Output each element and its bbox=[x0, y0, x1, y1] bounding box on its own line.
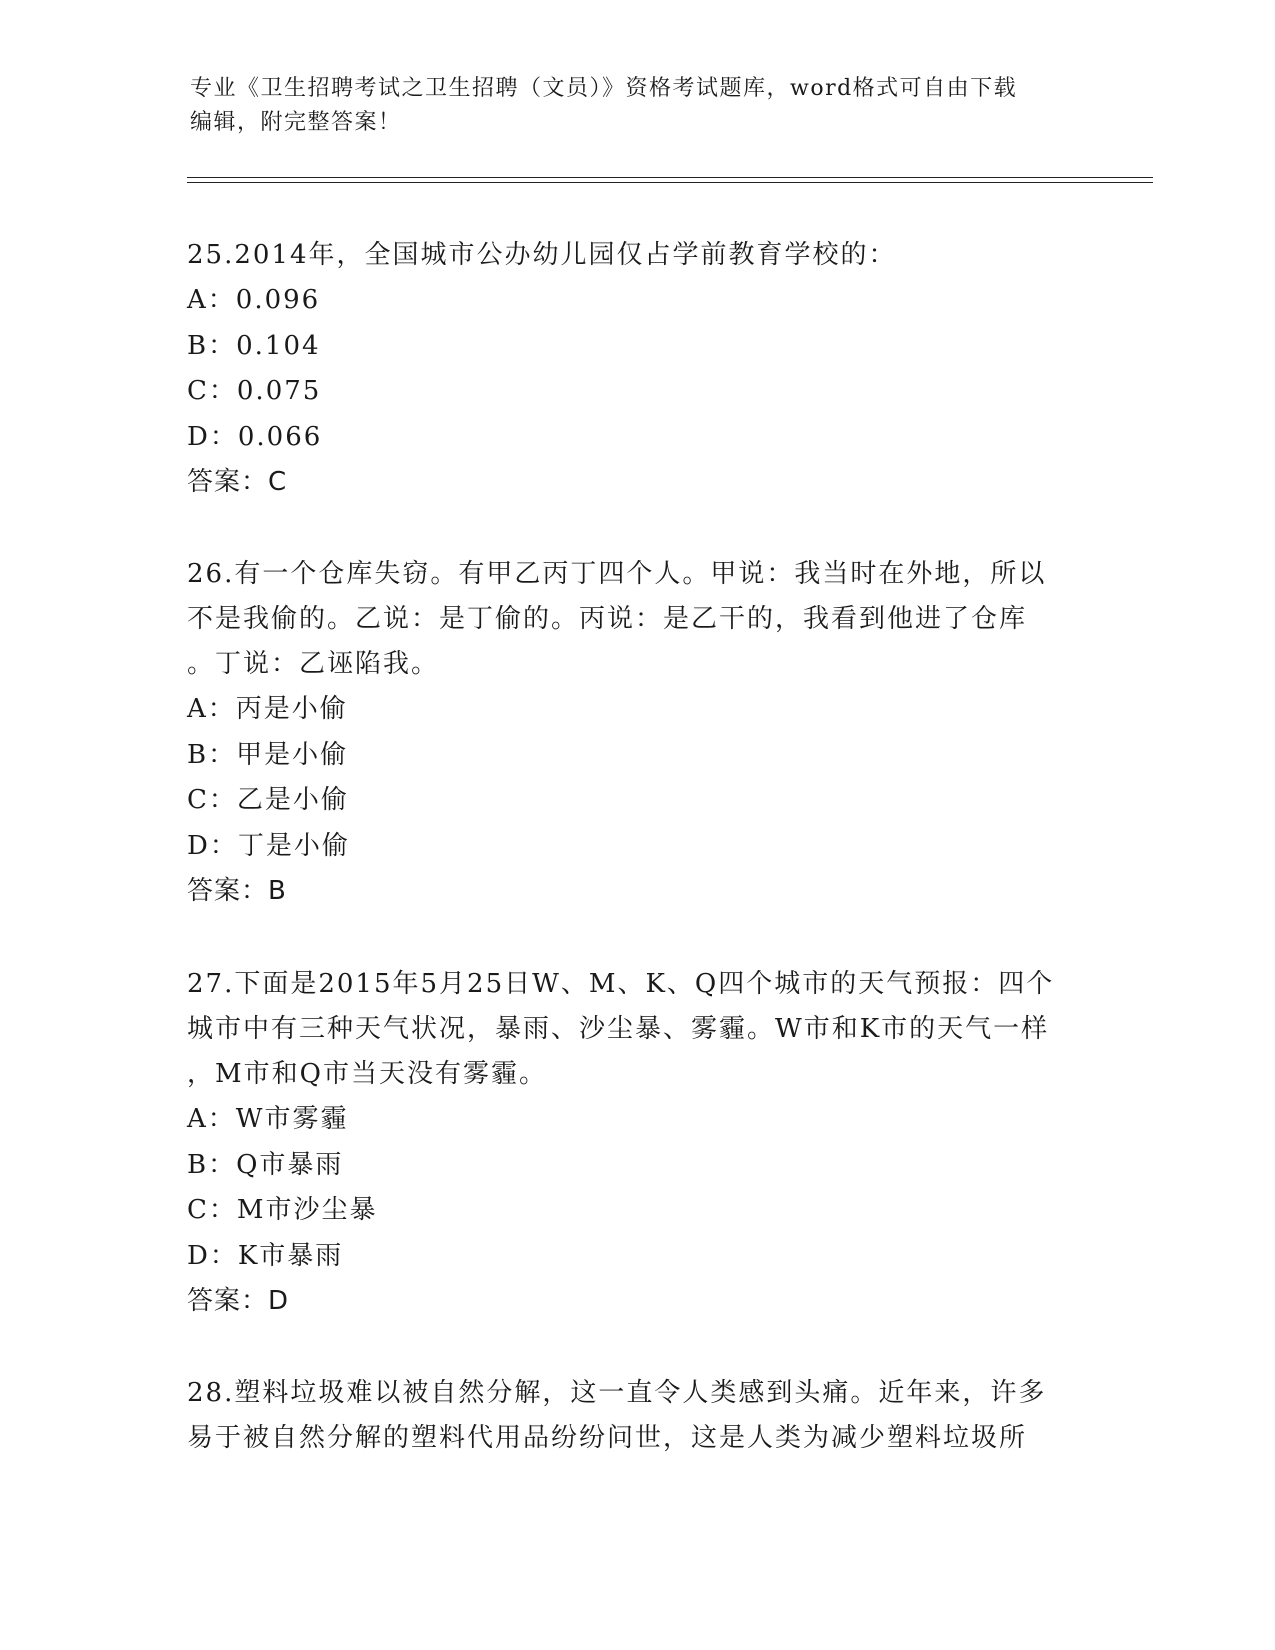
question-25 bbox=[187, 233, 1087, 505]
question-stem-line: 25.2014年，全国城市公办幼儿园仅占学前教育学校的： bbox=[187, 240, 897, 270]
option-b: B：Q市暴雨 bbox=[187, 1149, 344, 1180]
option-b: B：甲是小偷 bbox=[187, 739, 349, 770]
option-c: C：M市沙尘暴 bbox=[187, 1195, 378, 1225]
option-c: C：0.075 bbox=[187, 376, 322, 406]
answer-line: 答案：B bbox=[187, 876, 287, 906]
question-stem-line: 27.下面是2015年5月25日W、M、K、Q四个城市的天气预报：四个 bbox=[187, 969, 1055, 999]
question-stem-line: ，M市和Q市当天没有雾霾。 bbox=[187, 1059, 547, 1089]
question-28 bbox=[187, 1371, 1087, 1461]
option-c: C：乙是小偷 bbox=[187, 785, 349, 815]
header-divider-bottom bbox=[187, 182, 1153, 183]
question-stem-line: 28.塑料垃圾难以被自然分解，这一直令人类感到头痛。近年来，许多 bbox=[187, 1378, 1047, 1408]
document-header bbox=[190, 72, 1090, 140]
option-d: D：0.066 bbox=[187, 421, 323, 452]
option-d: D：丁是小偷 bbox=[187, 830, 350, 861]
answer-line: 答案：C bbox=[187, 467, 288, 497]
answer-line: 答案：D bbox=[187, 1286, 290, 1316]
option-a: A：0.096 bbox=[187, 285, 321, 315]
option-b: B：0.104 bbox=[187, 330, 321, 361]
header-divider-top bbox=[187, 177, 1153, 178]
header-line-2: 编辑，附完整答案！ bbox=[190, 110, 402, 135]
question-stem-line: 城市中有三种天气状况，暴雨、沙尘暴、雾霾。W市和K市的天气一样 bbox=[187, 1014, 1050, 1044]
question-stem-line: 26.有一个仓库失窃。有甲乙丙丁四个人。甲说：我当时在外地，所以 bbox=[187, 559, 1047, 589]
question-stem-line: 不是我偷的。乙说：是丁偷的。丙说：是乙干的，我看到他进了仓库 bbox=[187, 604, 1028, 634]
question-26 bbox=[187, 552, 1087, 914]
question-stem-line: 易于被自然分解的塑料代用品纷纷问世，这是人类为减少塑料垃圾所 bbox=[187, 1423, 1028, 1453]
option-a: A：丙是小偷 bbox=[187, 694, 348, 724]
option-a: A：W市雾霾 bbox=[187, 1104, 349, 1134]
option-d: D：K市暴雨 bbox=[187, 1240, 344, 1271]
question-27 bbox=[187, 962, 1087, 1324]
question-stem-line: 。丁说：乙诬陷我。 bbox=[187, 649, 440, 679]
header-line-1: 专业《卫生招聘考试之卫生招聘（文员）》资格考试题库，word格式可自由下载 bbox=[190, 76, 1018, 101]
